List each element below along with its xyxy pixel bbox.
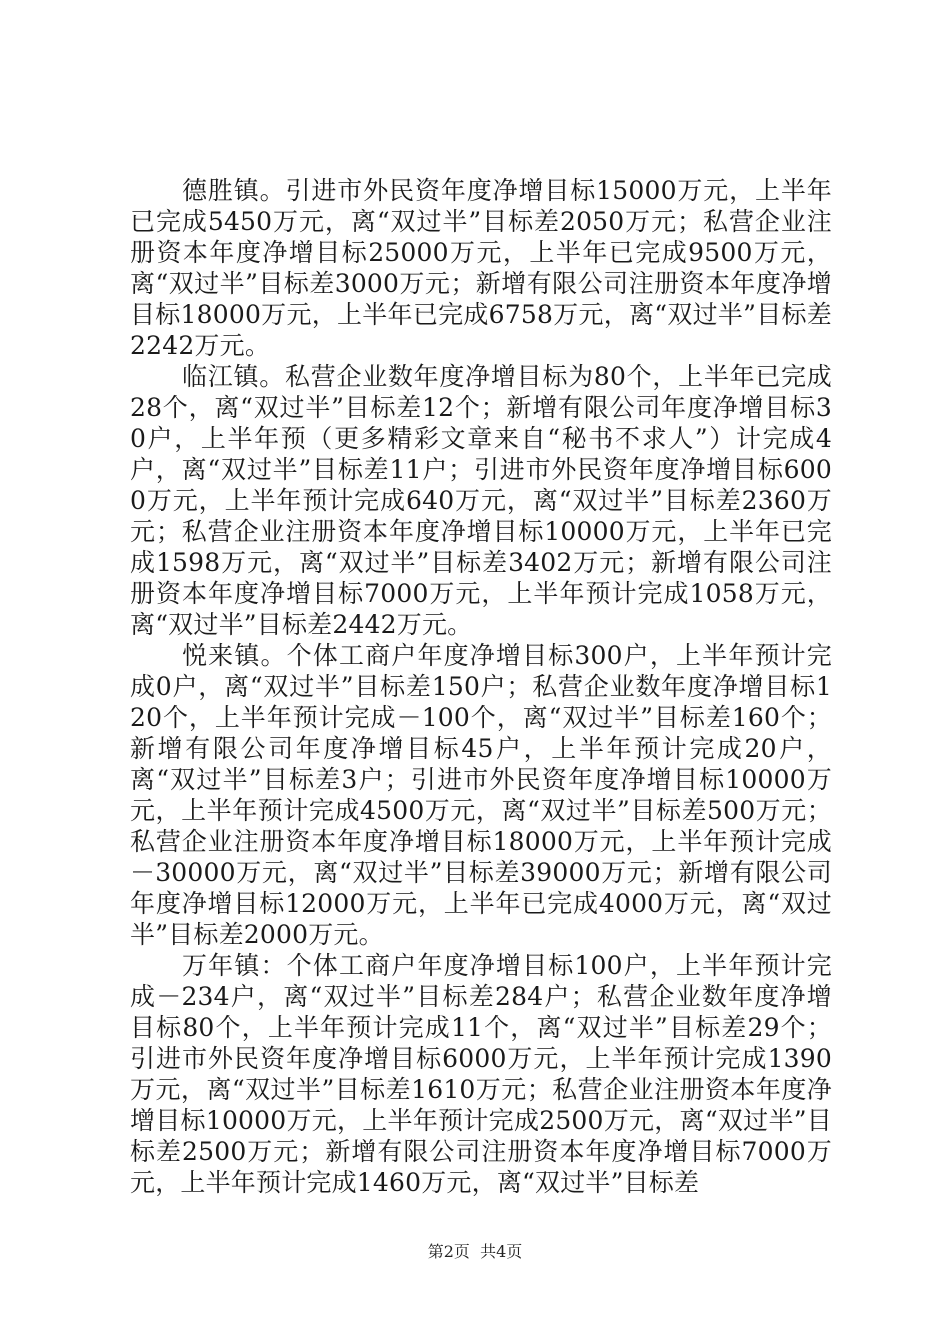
- paragraph-wannian: 万年镇：个体工商户年度净增目标100户，上半年预计完成－234户，离“双过半”目标差284户；私营企业数年度净增目标80个，上半年预计完成11个，离“双过半”目标差29个；引进市外民资年度净增目标6000万元，上半年预计完成1390万元，离“双过半”目标差1610万元；私营企业注册资本年度净增目标10000万元，上半年预计完成2500万元，离“双过半”目标差2500万元；新增有限公司注册资本年度净增目标7000万元，上半年预计完成1460万元，离“双过半”目标差: [130, 951, 832, 1197]
- paragraph-linjiang: 临江镇。私营企业数年度净增目标为80个，上半年已完成28个，离“双过半”目标差12个；新增有限公司年度净增目标30户，上半年预（更多精彩文章来自“秘书不求人”）计完成4户，离“双过半”目标差11户；引进市外民资年度净增目标6000万元，上半年预计完成640万元，离“双过半”目标差2360万元；私营企业注册资本年度净增目标10000万元，上半年已完成1598万元，离“双过半”目标差3402万元；新增有限公司注册资本年度净增目标7000万元，上半年预计完成1058万元，离“双过半”目标差2442万元。: [130, 362, 832, 639]
- paragraph-desheng: 德胜镇。引进市外民资年度净增目标15000万元，上半年已完成5450万元，离“双过半”目标差2050万元；私营企业注册资本年度净增目标25000万元，上半年已完成9500万元，离“双过半”目标差3000万元；新增有限公司注册资本年度净增目标18000万元，上半年已完成6758万元，离“双过半”目标差2242万元。: [130, 176, 832, 360]
- page-footer: [0, 1242, 950, 1262]
- paragraph-yuelai: 悦来镇。个体工商户年度净增目标300户，上半年预计完成0户，离“双过半”目标差150户；私营企业数年度净增目标120个，上半年预计完成－100个，离“双过半”目标差160个；新增有限公司年度净增目标45户，上半年预计完成20户，离“双过半”目标差3户；引进市外民资年度净增目标10000万元，上半年预计完成4500万元，离“双过半”目标差500万元；私营企业注册资本年度净增目标18000万元，上半年预计完成－30000万元，离“双过半”目标差39000万元；新增有限公司年度净增目标12000万元，上半年已完成4000万元，离“双过半”目标差2000万元。: [130, 641, 832, 949]
- page-number-label: 第2页 共4页: [427, 1242, 523, 1261]
- document-body: [130, 175, 832, 1198]
